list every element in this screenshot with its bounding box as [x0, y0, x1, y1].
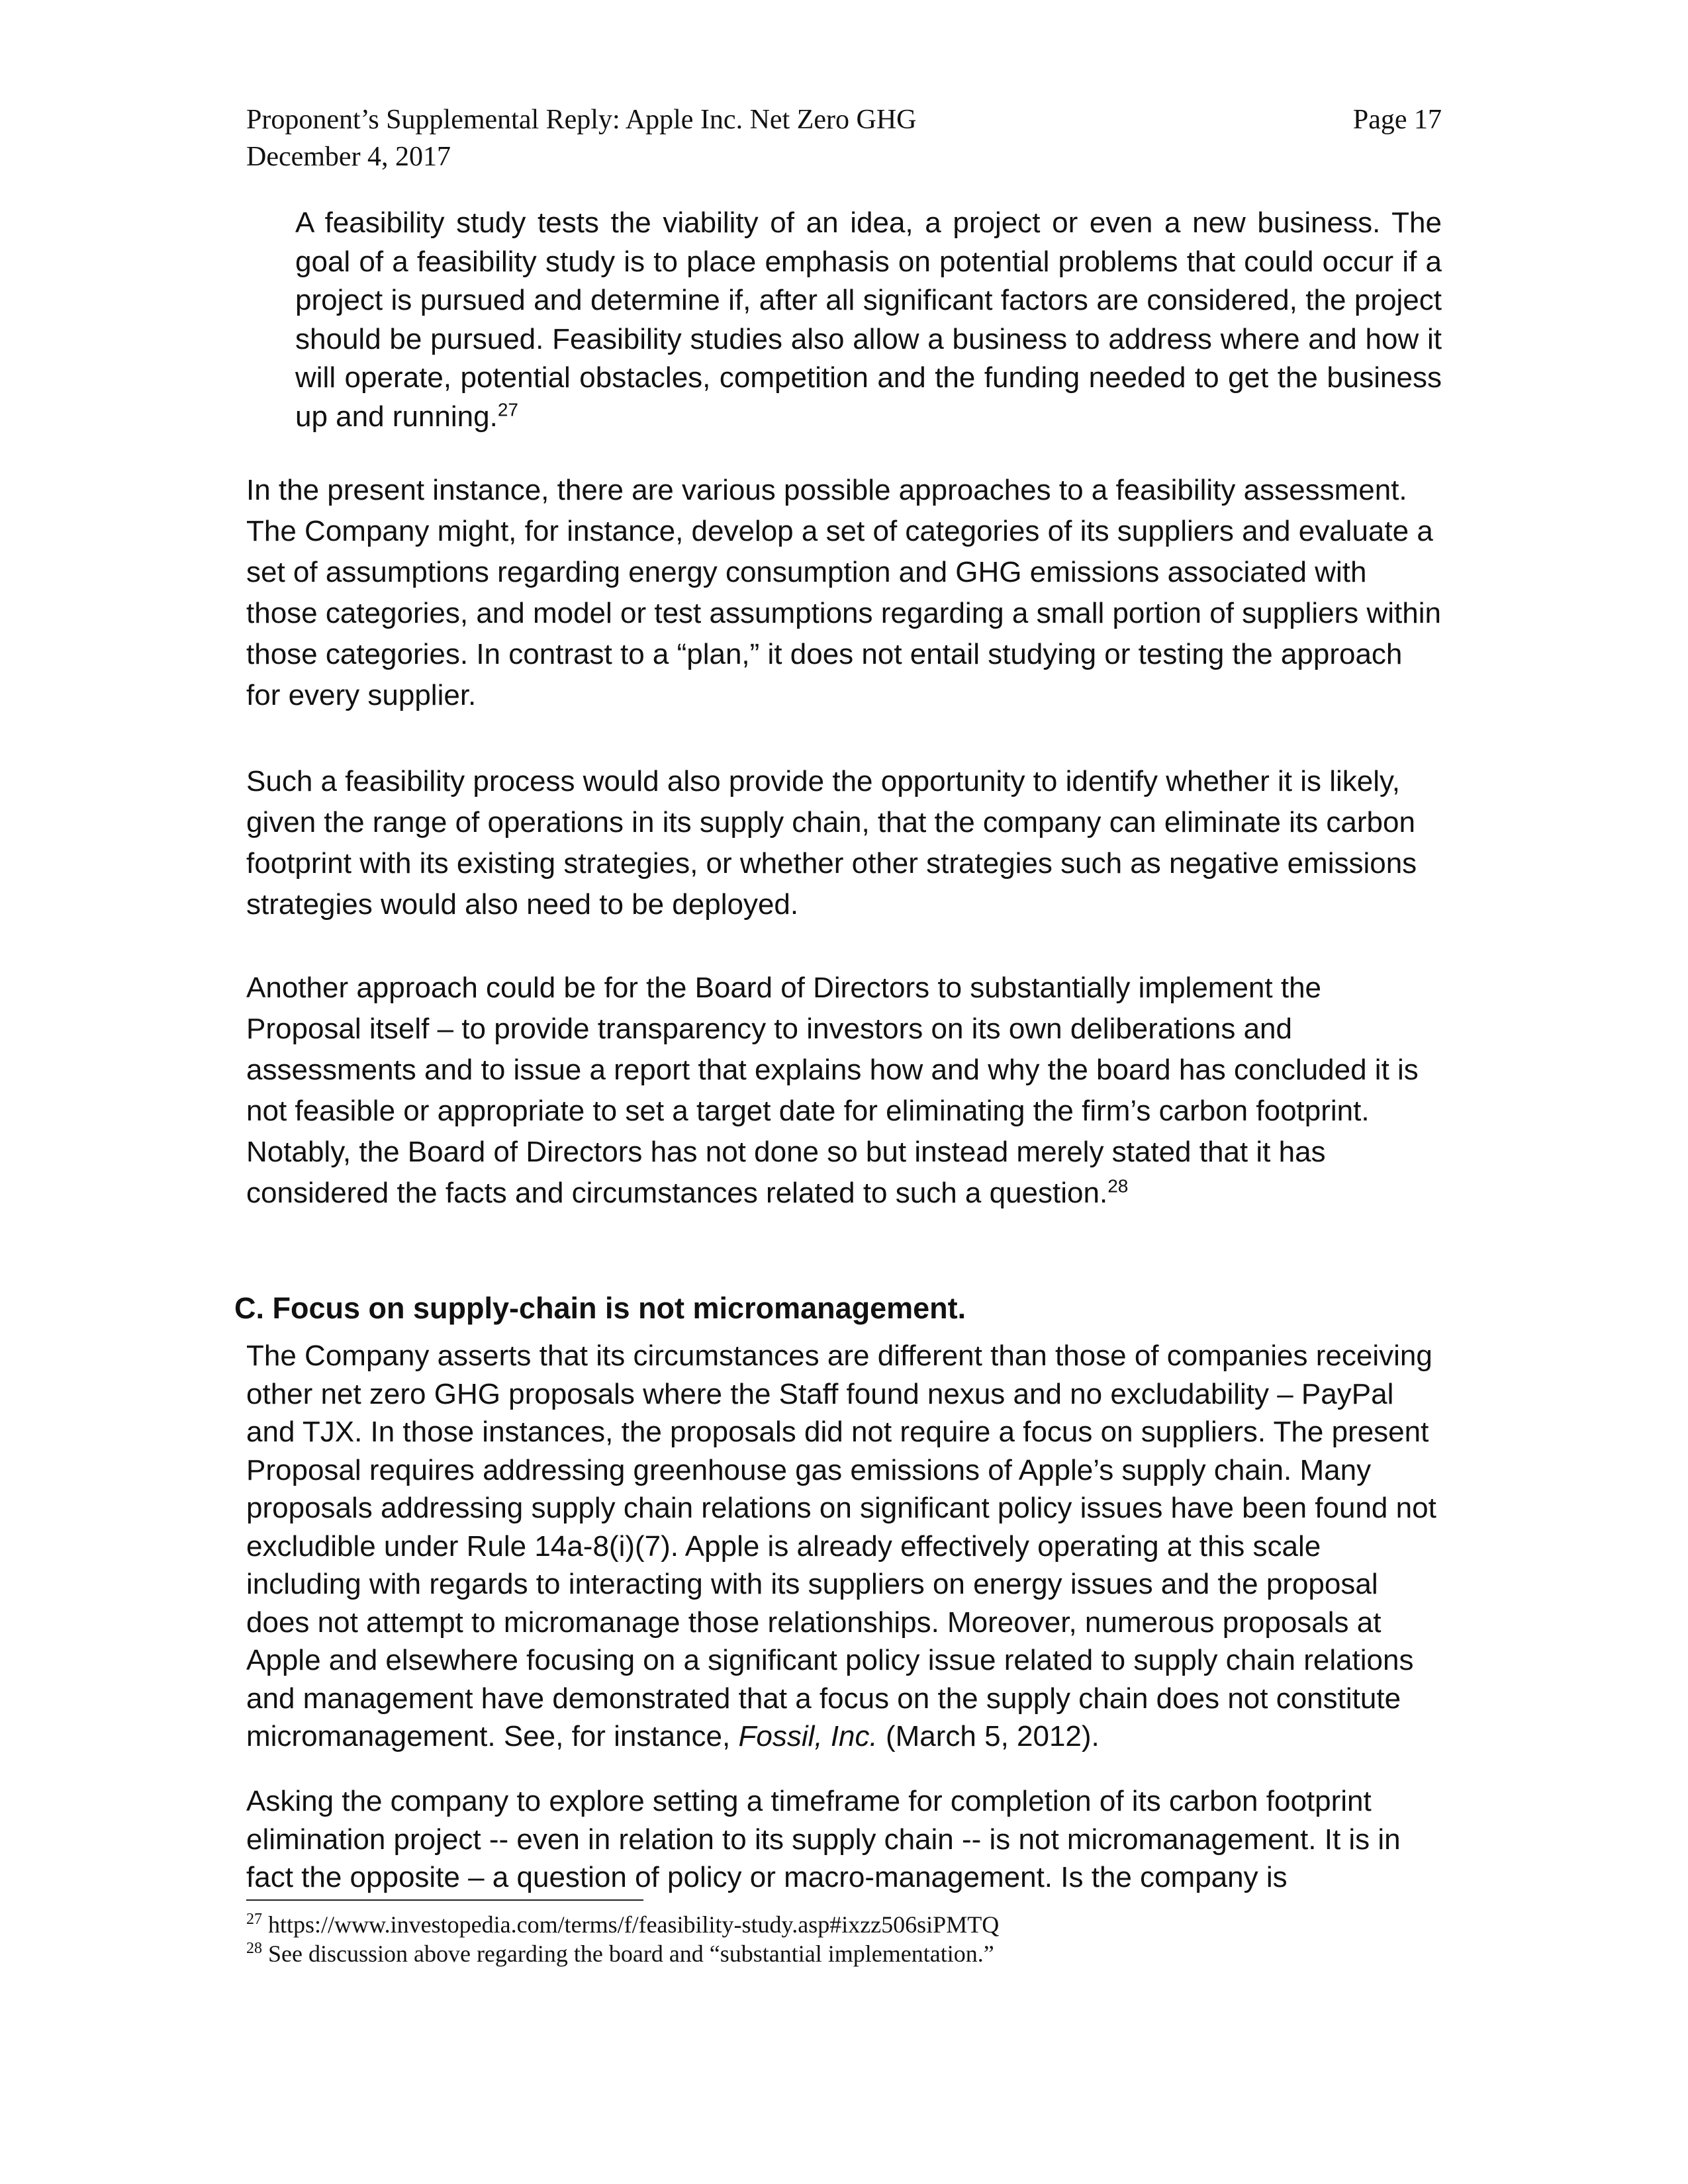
- block-quote-text: A feasibility study tests the viability of an idea, a project or even a new business. The goal of a feasibility study is to place emphasis on potential problems that could occur if a project is pursued and determine if, after all significant factors are considered, the project should be pursued. Feasibility studies also allow a business to address where and how it will operate, potential obstacles, competition and the funding needed to get the business up and running.: [295, 206, 1442, 433]
- page-number: Page 17: [1352, 105, 1442, 135]
- paragraph-board-approach-text: Another approach could be for the Board of Directors to substantially implement the Proposal itself – to provide transparency to investors on its own deliberations and assessments and to issue a report that explains how and why the board has concluded it is not feasible or appropriate to set a target date for eliminating the firm’s carbon footprint. Notably, the Board of Directors has not done so but instead merely stated that it has considered the facts and circumstances related to such a question.: [246, 972, 1419, 1209]
- footnote-text: See discussion above regarding the board and “substantial implementation.”: [262, 1940, 994, 1967]
- paragraph-timeframe: Asking the company to explore setting a timeframe for completion of its carbon footprint elimination project -- even in relation to its supply chain -- is not micromanagement. It is in fact the opposite – a question of policy or macro-management. Is the company is: [246, 1785, 1401, 1893]
- block-quote: [295, 204, 1442, 436]
- footnote-separator: [246, 1899, 643, 1901]
- footnote-27: [246, 1910, 999, 1939]
- footnote-ref-27[interactable]: 27: [497, 398, 518, 420]
- paragraph-board-approach: [246, 968, 1442, 1214]
- paragraph-feasibility-approaches: In the present instance, there are various possible approaches to a feasibility assessment. The Company might, for instance, develop a set of categories of its suppliers and evaluate a set of assumptions regarding energy consumption and GHG emissions associated with those categories, and model or test assumptions regarding a small portion of suppliers within those categories. In contrast to a “plan,” it does not entail studying or testing the approach for every supplier.: [246, 474, 1441, 711]
- footnote-number: 28: [246, 1940, 262, 1957]
- footnote-url[interactable]: https://www.investopedia.com/terms/f/feasibility-study.asp#ixzz506siPMTQ: [262, 1911, 1000, 1938]
- paragraph-feasibility-process: Such a feasibility process would also provide the opportunity to identify whether it is likely, given the range of operations in its supply chain, that the company can eliminate its carbon footprint with its existing strategies, or whether other strategies such as negative emissions strategies would also need to be deployed.: [246, 765, 1417, 921]
- case-citation: Fossil, Inc.: [738, 1720, 878, 1752]
- footnote-ref-28[interactable]: 28: [1107, 1175, 1129, 1197]
- footnote-number: 27: [246, 1911, 262, 1928]
- paragraph-supply-chain: [246, 1337, 1442, 1756]
- paragraph-supply-chain-text: The Company asserts that its circumstances are different than those of companies receiving other net zero GHG proposals where the Staff found nexus and no excludability – PayPal and TJX. In those instances, the proposals did not require a focus on suppliers. The present Proposal requires addressing greenhouse gas emissions of Apple’s supply chain. Many proposals addressing supply chain relations on significant policy issues have been found not excludible under Rule 14a-8(i)(7). Apple is already effectively operating at this scale including with regards to interacting with its suppliers on energy issues and the proposal does not attempt to micromanage those relationships. Moreover, numerous proposals at Apple and elsewhere focusing on a significant policy issue related to supply chain relations and management have demonstrated that a focus on the supply chain does not constitute micromanagement. See, for instance,: [246, 1340, 1436, 1752]
- header-date: December 4, 2017: [246, 142, 451, 172]
- footnote-28: [246, 1939, 994, 1968]
- section-heading-c: C. Focus on supply-chain is not micromanagement.: [234, 1291, 966, 1325]
- header-title: Proponent’s Supplemental Reply: Apple Inc. Net Zero GHG: [246, 105, 917, 135]
- case-citation-date: (March 5, 2012).: [877, 1720, 1100, 1752]
